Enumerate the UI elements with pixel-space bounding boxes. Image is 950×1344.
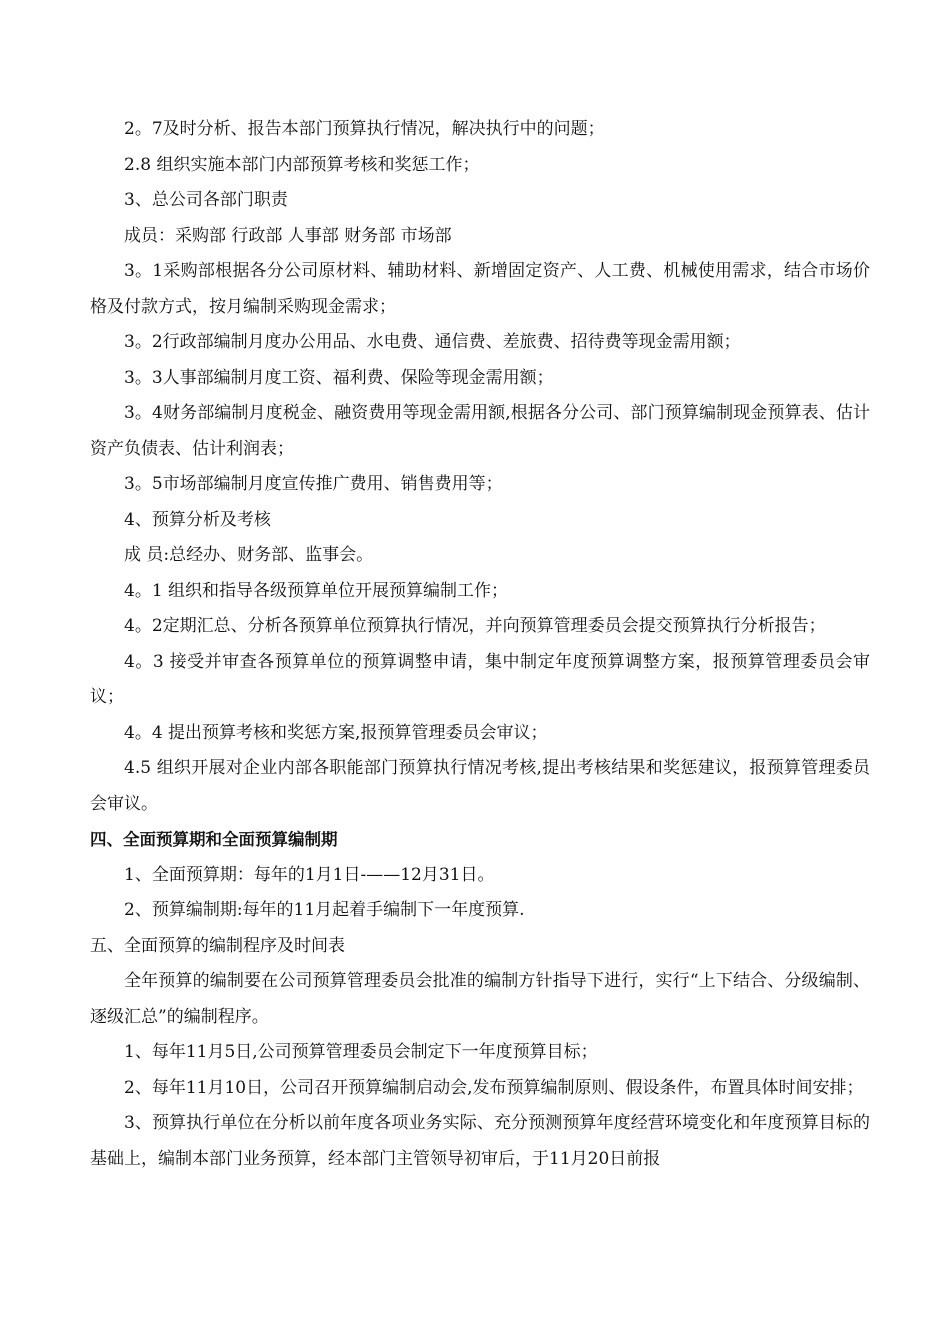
paragraph: 3。4财务部编制月度税金、融资费用等现金需用额,根据各分公司、部门预算编制现金预算表、估计资产负债表、估计利润表； [90,403,870,459]
section-heading: 四、全面预算期和全面预算编制期 [90,830,338,849]
paragraph: 3。5市场部编制月度宣传推广费用、销售费用等； [124,474,503,494]
paragraph: 2、每年11月10日，公司召开预算编制启动会,发布预算编制原则、假设条件，布置具体时间安排； [124,1077,864,1098]
paragraph: 成员：采购部 行政部 人事部 财务部 市场部 [124,225,452,246]
paragraph: 3。3人事部编制月度工资、福利费、保险等现金需用额； [124,367,554,388]
paragraph: 3。2行政部编制月度办公用品、水电费、通信费、差旅费、招待费等现金需用额； [124,332,741,352]
section-heading: 五、全面预算的编制程序及时间表 [90,935,345,956]
paragraph: 2.8 组织实施本部门内部预算考核和奖惩工作； [124,154,480,175]
paragraph: 1、每年11月5日,公司预算管理委员会制定下一年度预算目标； [124,1042,598,1062]
paragraph: 4。4 提出预算考核和奖惩方案,报预算管理委员会审议； [124,722,548,743]
paragraph: 2、预算编制期:每年的11月起着手编制下一年度预算. [124,900,525,920]
section-subheading: 3、总公司各部门职责 [124,190,288,210]
paragraph: 4。1 组织和指导各级预算单位开展预算编制工作； [124,580,509,601]
paragraph: 3。1采购部根据各分公司原材料、辅助材料、新增固定资产、人工费、机械使用需求，结合市场价格及付款方式，按月编制采购现金需求； [90,261,870,317]
paragraph: 4.5 组织开展对企业内部各职能部门预算执行情况考核,提出考核结果和奖惩建议，报预算管理委员会审议。 [90,758,870,814]
paragraph: 3、预算执行单位在分析以前年度各项业务实际、充分预测预算年度经营环境变化和年度预算目标的基础上，编制本部门业务预算，经本部门主管领导初审后，于11月20日前报 [90,1113,870,1169]
paragraph: 4。2定期汇总、分析各预算单位预算执行情况，并向预算管理委员会提交预算执行分析报告； [124,616,826,636]
paragraph: 1、全面预算期：每年的1月1日-——12月31日。 [124,864,495,885]
section-subheading: 4、预算分析及考核 [124,509,271,530]
paragraph: 成 员:总经办、财务部、监事会。 [124,545,374,565]
document-page [90,112,870,1177]
paragraph: 2。7及时分析、报告本部门预算执行情况，解决执行中的问题； [124,119,605,139]
paragraph: 全年预算的编制要在公司预算管理委员会批准的编制方针指导下进行，实行“上下结合、分级编制、逐级汇总”的编制程序。 [90,971,870,1027]
paragraph: 4。3 接受并审查各预算单位的预算调整申请，集中制定年度预算调整方案，报预算管理委员会审议； [90,651,870,707]
